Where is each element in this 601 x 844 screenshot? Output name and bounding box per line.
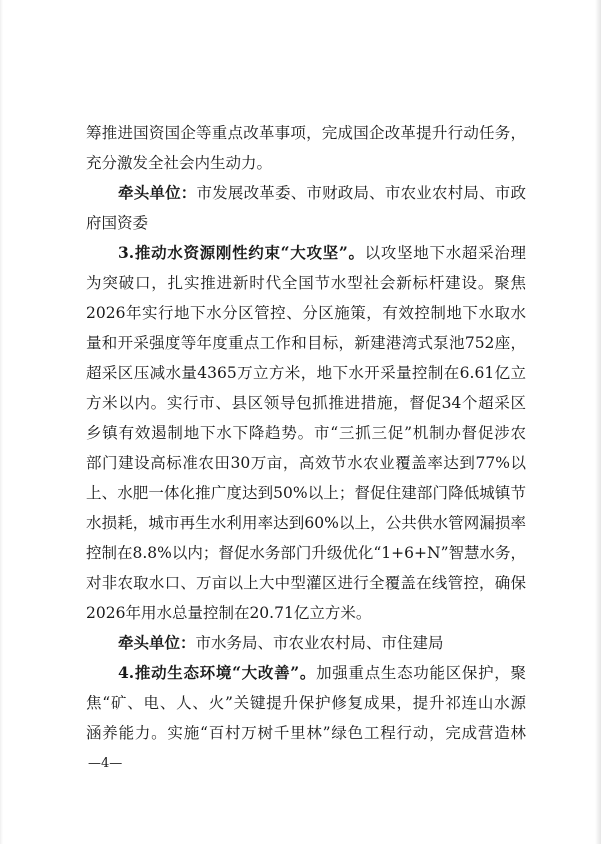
body-text: 涵养能力。实施“百村万树千里林”绿色工程行动，完成营造林 <box>86 724 526 742</box>
body-text: 为突破口，扎实推进新时代全国节水型社会新标杆建设。聚焦 <box>86 274 526 292</box>
page-number: —4— <box>88 756 123 771</box>
bold-heading-text: 牵头单位： <box>118 183 197 202</box>
page-edge-left <box>0 0 3 844</box>
body-text: 上、水肥一体化推广度达到50%以上；督促住建部门降低城镇节 <box>86 484 526 502</box>
body-text: 充分激发全社会内生动力。 <box>86 154 273 172</box>
text-line <box>86 688 526 718</box>
body-text: 以攻坚地下水超采治理 <box>364 244 526 262</box>
body-text: 市发展改革委、市财政局、市农业农村局、市政 <box>196 184 526 202</box>
body-text: 水损耗，城市再生水利用率达到60%以上，公共供水管网漏损率 <box>86 514 526 532</box>
bold-heading-text: 4.推动生态环境“大改善”。 <box>118 663 317 682</box>
body-text: 对非农取水口、万亩以上大中型灌区进行全覆盖在线管控，确保 <box>86 574 526 592</box>
text-line <box>86 718 526 748</box>
body-text: 超采区压减水量4365万立方米，地下水开采量控制在6.61亿立 <box>86 364 526 382</box>
body-text: 2026年用水总量控制在20.71亿立方米。 <box>86 604 372 622</box>
text-line <box>86 568 526 598</box>
body-text: 部门建设高标准农田30万亩，高效节水农业覆盖率达到77%以 <box>86 454 526 472</box>
text-line <box>86 418 526 448</box>
bold-heading-text: 牵头单位： <box>118 633 196 652</box>
body-text: 方米以内。实行市、县区领导包抓推进措施，督促34个超采区 <box>86 394 526 412</box>
text-line <box>86 388 526 418</box>
body-text: 加强重点生态功能区保护，聚 <box>316 664 526 682</box>
body-text: 筹推进国资国企等重点改革事项，完成国企改革提升行动任务， <box>86 124 526 142</box>
text-line <box>86 298 526 328</box>
text-line <box>86 118 526 148</box>
text-line <box>86 478 526 508</box>
bold-heading-text: 3.推动水资源刚性约束“大攻坚”。 <box>118 243 365 262</box>
text-line <box>86 508 526 538</box>
body-text: 乡镇有效遏制地下水下降趋势。市“三抓三促”机制办督促涉农 <box>86 424 526 442</box>
text-line <box>86 148 526 178</box>
text-line <box>86 268 526 298</box>
body-text: 量和开采强度等年度重点工作和目标，新建港湾式泵池752座， <box>86 334 526 352</box>
text-line <box>86 538 526 568</box>
text-line <box>86 208 526 238</box>
text-line <box>118 658 526 688</box>
body-text: 控制在8.8%以内；督促水务部门升级优化“1+6+N”智慧水务， <box>86 544 526 562</box>
text-line <box>86 598 526 628</box>
body-text: 2026年实行地下水分区管控、分区施策，有效控制地下水取水 <box>86 304 526 322</box>
text-line <box>86 328 526 358</box>
text-line <box>86 448 526 478</box>
text-line <box>86 358 526 388</box>
text-line <box>118 178 526 208</box>
body-text: 府国资委 <box>86 214 149 232</box>
page-edge-right <box>595 0 601 844</box>
body-text: 焦“矿、电、人、火”关键提升保护修复成果，提升祁连山水源 <box>86 694 526 712</box>
body-text: 市水务局、市农业农村局、市住建局 <box>195 634 444 652</box>
text-line <box>118 628 526 658</box>
text-line <box>118 238 526 268</box>
